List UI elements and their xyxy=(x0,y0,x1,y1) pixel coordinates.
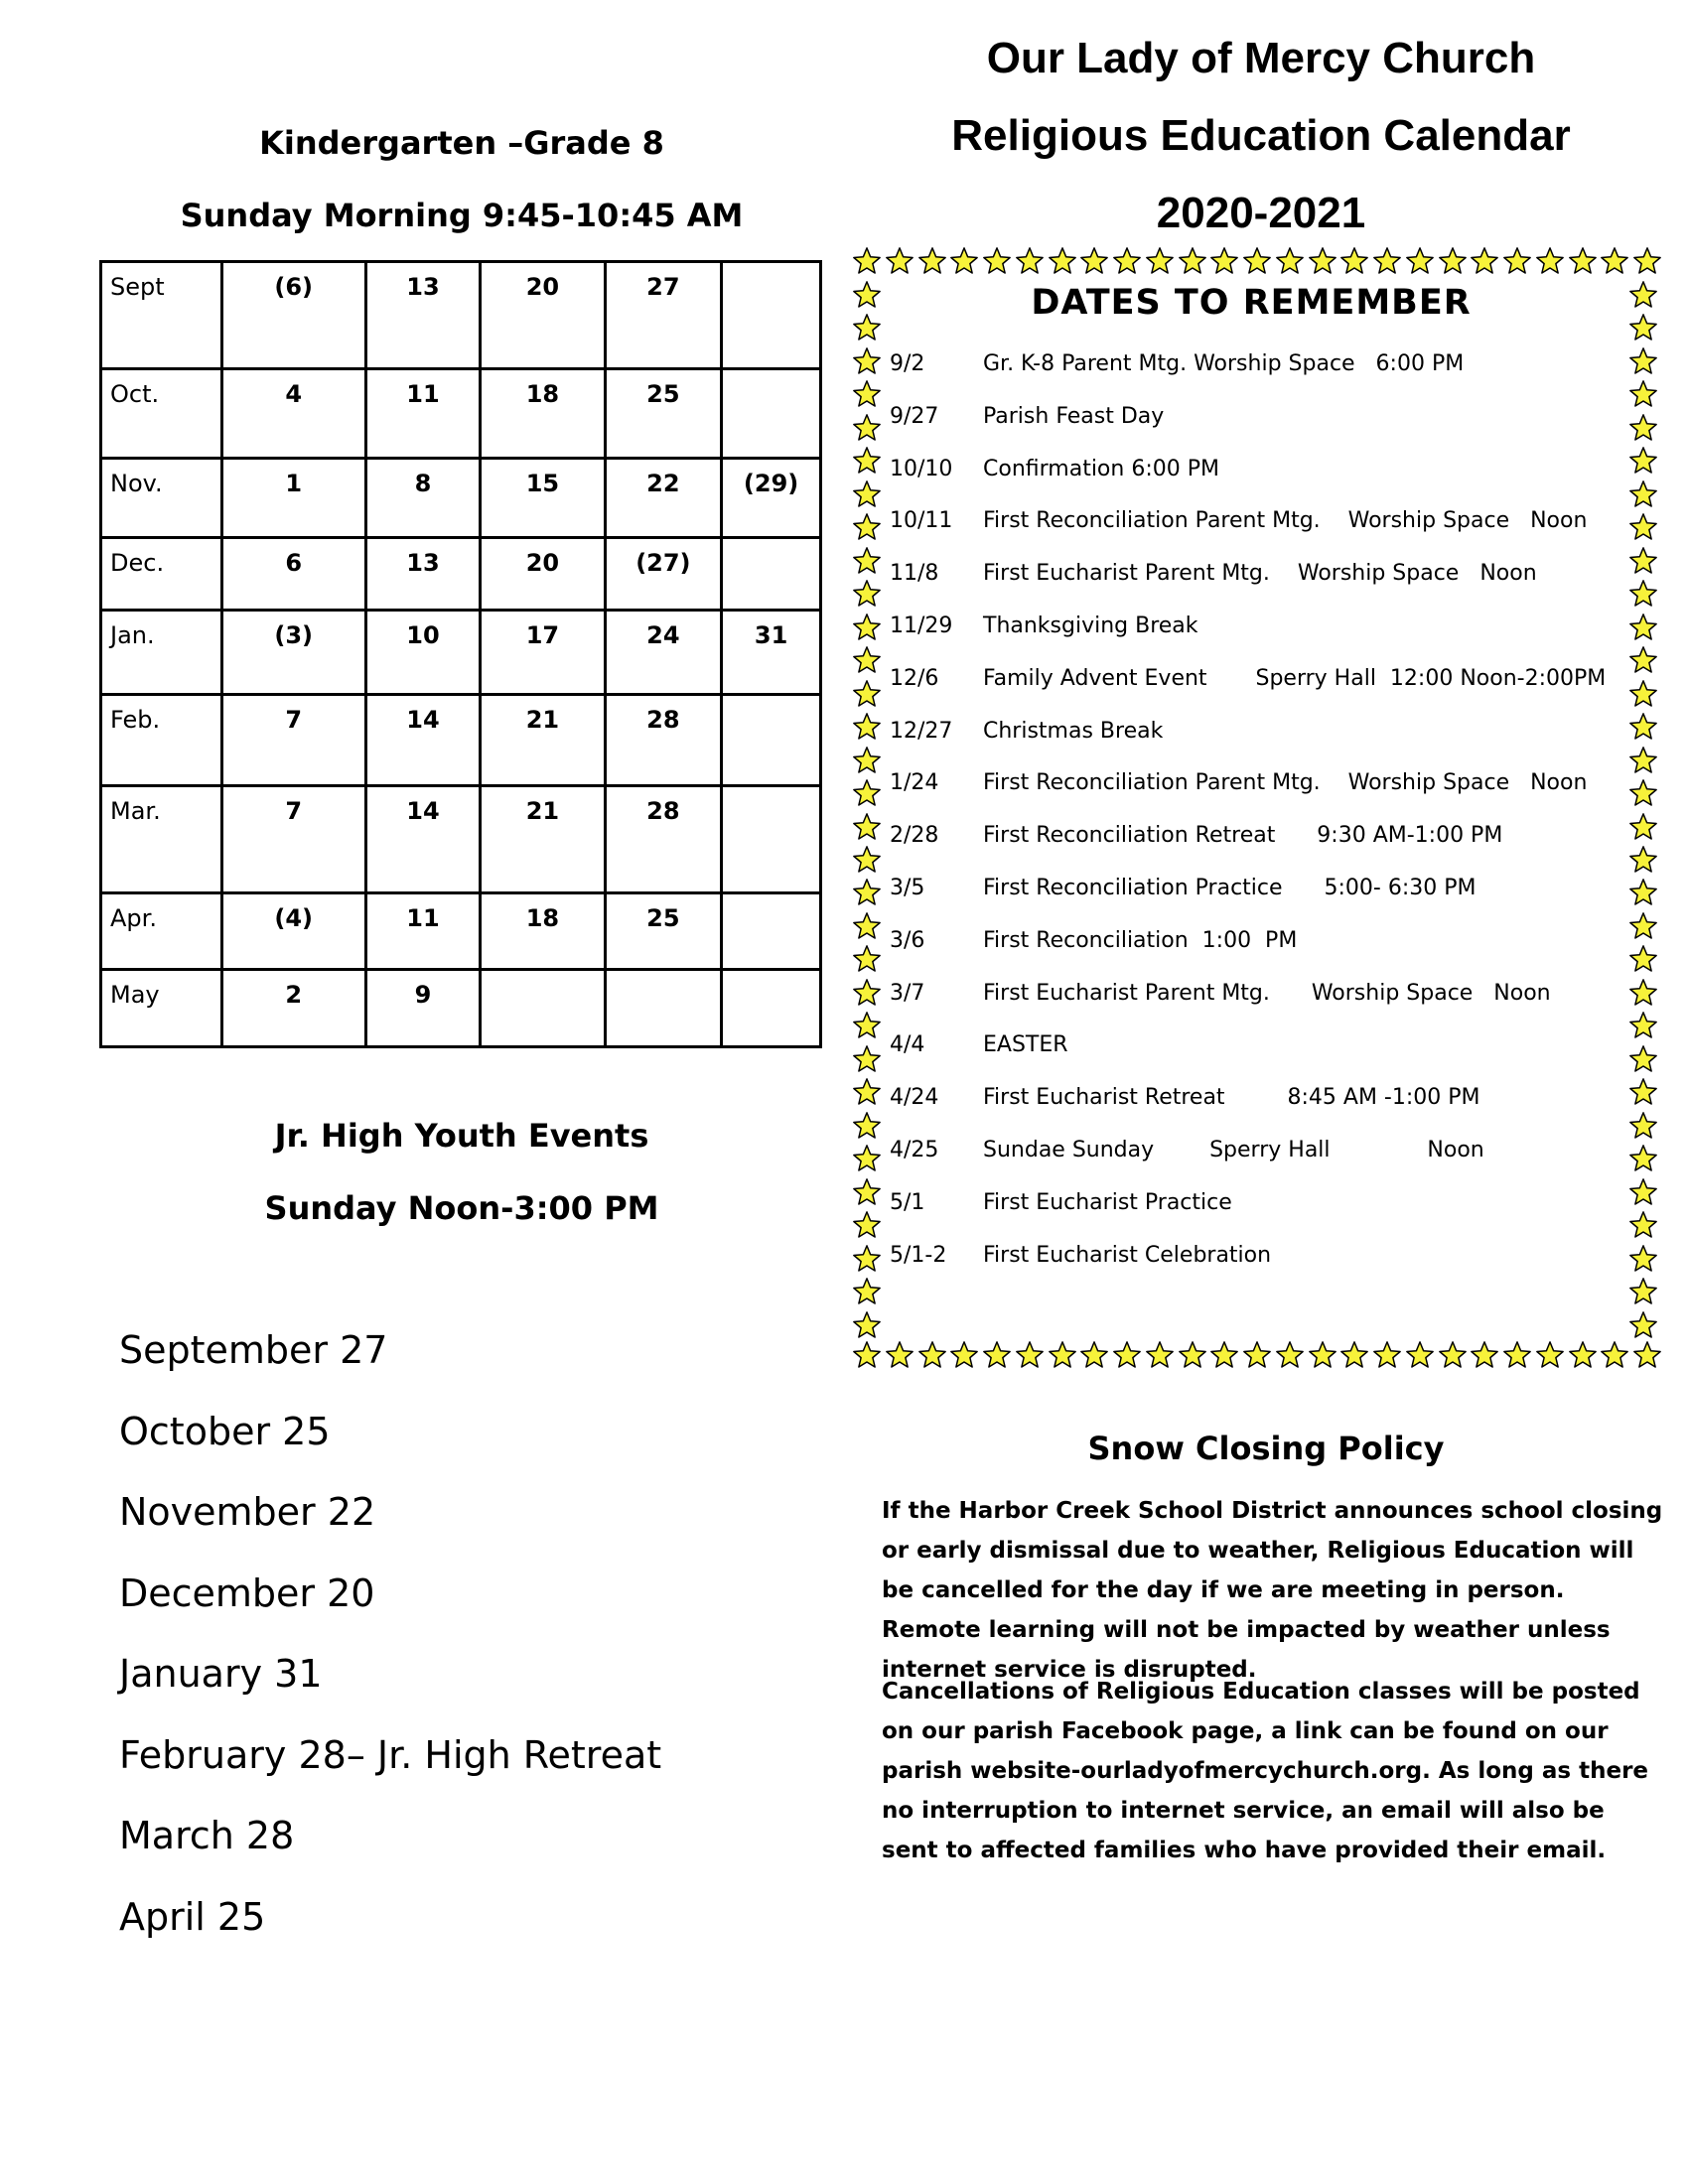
jr-high-date: March 28 xyxy=(119,1814,295,1857)
calendar-day xyxy=(722,369,821,459)
star-icon xyxy=(852,246,882,280)
star-icon xyxy=(1600,1340,1629,1374)
event-date: 11/8 xyxy=(890,561,939,587)
calendar-day: (29) xyxy=(722,459,821,538)
calendar-month: May xyxy=(101,970,222,1047)
star-icon xyxy=(852,746,886,775)
star-icon xyxy=(852,379,886,409)
event-item xyxy=(890,758,1624,811)
star-icon xyxy=(1632,1340,1662,1374)
event-description: Family Advent Event Sperry Hall 12:00 Noon-2:00PM xyxy=(983,665,1607,691)
star-icon xyxy=(1628,1210,1662,1240)
calendar-day xyxy=(605,970,722,1047)
star-icon xyxy=(1405,1340,1435,1374)
event-date: 3/6 xyxy=(890,927,925,953)
event-description: Thanksgiving Break xyxy=(983,613,1198,638)
star-icon xyxy=(1628,746,1662,775)
calendar-row xyxy=(101,893,821,970)
calendar-day: 28 xyxy=(605,695,722,786)
calendar-day xyxy=(722,538,821,611)
calendar-day xyxy=(722,786,821,893)
star-icon xyxy=(852,413,886,443)
jr-high-date: November 22 xyxy=(119,1490,376,1534)
event-item xyxy=(890,496,1624,549)
calendar-day: 6 xyxy=(221,538,365,611)
calendar-day: 15 xyxy=(481,459,605,538)
star-icon xyxy=(1015,1340,1045,1374)
event-date: 1/24 xyxy=(890,770,939,796)
event-date: 3/7 xyxy=(890,980,925,1006)
event-date: 10/10 xyxy=(890,456,953,481)
star-icon xyxy=(852,1277,886,1306)
kindergarten-heading: Kindergarten –Grade 8 xyxy=(259,124,664,162)
calendar-row xyxy=(101,611,821,695)
star-icon xyxy=(852,1144,886,1173)
star-icon xyxy=(1628,1310,1662,1340)
star-icon xyxy=(1628,1011,1662,1040)
star-icon xyxy=(1628,679,1662,709)
calendar-row xyxy=(101,369,821,459)
star-icon xyxy=(1628,812,1662,842)
star-border-bottom xyxy=(852,1340,1662,1374)
calendar-row xyxy=(101,459,821,538)
event-item xyxy=(890,549,1624,602)
star-icon xyxy=(1628,1044,1662,1074)
event-description: Christmas Break xyxy=(983,718,1164,744)
kindergarten-calendar-table xyxy=(99,260,822,1048)
jr-high-heading: Jr. High Youth Events xyxy=(274,1117,649,1155)
calendar-day: 25 xyxy=(605,369,722,459)
star-icon xyxy=(1535,246,1565,280)
calendar-day xyxy=(722,262,821,369)
star-icon xyxy=(1600,246,1629,280)
school-year: 2020-2021 xyxy=(1156,189,1366,237)
star-icon xyxy=(885,1340,914,1374)
calendar-day: 13 xyxy=(365,538,480,611)
star-icon xyxy=(1628,944,1662,974)
event-date: 4/4 xyxy=(890,1032,925,1058)
calendar-day: 13 xyxy=(365,262,480,369)
calendar-day: 14 xyxy=(365,786,480,893)
calendar-day: 14 xyxy=(365,695,480,786)
star-icon xyxy=(1628,280,1662,310)
jr-high-date: December 20 xyxy=(119,1570,375,1615)
event-item xyxy=(890,1073,1624,1126)
event-item xyxy=(890,1126,1624,1178)
event-description: First Eucharist Parent Mtg. Worship Space Noon xyxy=(983,980,1551,1006)
star-icon xyxy=(949,1340,979,1374)
calendar-row xyxy=(101,695,821,786)
star-icon xyxy=(1628,546,1662,576)
calendar-day: 9 xyxy=(365,970,480,1047)
star-icon xyxy=(1628,446,1662,476)
snow-policy-paragraph-1: If the Harbor Creek School District announces school closing or early dismissal due to weather, Religious Education will be cancelled for the day if we are meeting in person. Remote learning will not be impacted by weather unless internet service is disrupted. xyxy=(882,1498,1663,1683)
calendar-day: 18 xyxy=(481,369,605,459)
event-item xyxy=(890,392,1624,445)
calendar-day: 11 xyxy=(365,893,480,970)
star-icon xyxy=(885,246,914,280)
star-icon xyxy=(1628,1077,1662,1107)
dates-to-remember-list xyxy=(890,340,1624,1283)
event-item xyxy=(890,1021,1624,1073)
event-item xyxy=(890,707,1624,759)
star-icon xyxy=(1275,1340,1305,1374)
event-description: Gr. K-8 Parent Mtg. Worship Space 6:00 PM xyxy=(983,351,1465,376)
calendar-month: Jan. xyxy=(101,611,222,695)
event-date: 4/24 xyxy=(890,1085,939,1111)
star-icon xyxy=(1470,246,1499,280)
event-description: EASTER xyxy=(983,1032,1068,1058)
calendar-day: 11 xyxy=(365,369,480,459)
star-icon xyxy=(1568,1340,1598,1374)
calendar-title: Religious Education Calendar xyxy=(951,111,1571,160)
calendar-row xyxy=(101,262,821,369)
star-icon xyxy=(852,579,886,609)
calendar-day xyxy=(481,970,605,1047)
star-icon xyxy=(1015,246,1045,280)
event-description: First Eucharist Parent Mtg. Worship Space Noon xyxy=(983,561,1537,587)
star-icon xyxy=(1628,479,1662,509)
dates-to-remember-title: DATES TO REMEMBER xyxy=(1031,283,1472,323)
event-date: 4/25 xyxy=(890,1137,939,1162)
calendar-row xyxy=(101,786,821,893)
star-icon xyxy=(1308,1340,1337,1374)
calendar-day: 31 xyxy=(722,611,821,695)
star-icon xyxy=(1628,778,1662,808)
star-icon xyxy=(1048,246,1077,280)
event-date: 2/28 xyxy=(890,823,939,849)
star-icon xyxy=(852,479,886,509)
star-icon xyxy=(1372,1340,1402,1374)
star-icon xyxy=(852,911,886,941)
star-icon xyxy=(1628,512,1662,542)
event-date: 12/27 xyxy=(890,718,953,744)
star-icon xyxy=(1438,246,1468,280)
kindergarten-schedule: Sunday Morning 9:45-10:45 AM xyxy=(180,197,744,234)
star-icon xyxy=(1079,246,1109,280)
star-icon xyxy=(1242,246,1272,280)
calendar-month: Mar. xyxy=(101,786,222,893)
calendar-day: 18 xyxy=(481,893,605,970)
calendar-day: 22 xyxy=(605,459,722,538)
star-icon xyxy=(852,878,886,907)
star-icon xyxy=(852,512,886,542)
star-icon xyxy=(1178,246,1207,280)
star-icon xyxy=(852,712,886,742)
calendar-month: Oct. xyxy=(101,369,222,459)
star-icon xyxy=(1628,1177,1662,1207)
event-date: 5/1-2 xyxy=(890,1242,947,1268)
snow-policy-paragraph-2: Cancellations of Religious Education classes will be posted on our parish Facebook page, a link can be found on our parish website-ourladyofmercychurch.org. As long as there no interruption to internet service, an email will also be sent to affected families who have provided their email. xyxy=(882,1679,1649,1863)
calendar-day: 17 xyxy=(481,611,605,695)
star-icon xyxy=(1628,1244,1662,1274)
star-icon xyxy=(982,246,1012,280)
calendar-day: 1 xyxy=(221,459,365,538)
calendar-day xyxy=(722,970,821,1047)
star-icon xyxy=(949,246,979,280)
star-border-left xyxy=(852,280,886,1340)
star-icon xyxy=(852,645,886,675)
event-description: First Reconciliation Parent Mtg. Worship Space Noon xyxy=(983,770,1588,796)
star-icon xyxy=(1568,246,1598,280)
event-description: Parish Feast Day xyxy=(983,403,1165,429)
jr-high-date: April 25 xyxy=(119,1894,266,1939)
event-date: 12/6 xyxy=(890,665,939,691)
calendar-month: Nov. xyxy=(101,459,222,538)
star-icon xyxy=(852,944,886,974)
jr-high-date: January 31 xyxy=(119,1652,323,1696)
calendar-day xyxy=(722,695,821,786)
star-icon xyxy=(917,1340,947,1374)
star-icon xyxy=(1372,246,1402,280)
event-description: First Reconciliation Practice 5:00- 6:30 PM xyxy=(983,875,1477,900)
calendar-month: Feb. xyxy=(101,695,222,786)
calendar-day: (27) xyxy=(605,538,722,611)
star-border-right xyxy=(1628,280,1662,1340)
calendar-row xyxy=(101,538,821,611)
calendar-day: 8 xyxy=(365,459,480,538)
jr-high-date: February 28– Jr. High Retreat xyxy=(119,1732,662,1777)
event-date: 3/5 xyxy=(890,875,925,900)
star-icon xyxy=(1405,246,1435,280)
event-description: First Eucharist Retreat 8:45 AM -1:00 PM xyxy=(983,1085,1480,1111)
star-icon xyxy=(1112,246,1142,280)
star-icon xyxy=(1628,613,1662,642)
star-icon xyxy=(1628,346,1662,376)
star-icon xyxy=(1628,712,1662,742)
event-item xyxy=(890,916,1624,969)
star-icon xyxy=(1145,1340,1175,1374)
star-icon xyxy=(852,446,886,476)
star-icon xyxy=(852,1177,886,1207)
calendar-day: (6) xyxy=(221,262,365,369)
jr-high-schedule: Sunday Noon-3:00 PM xyxy=(264,1189,659,1227)
star-border-top xyxy=(852,246,1662,280)
star-icon xyxy=(1628,413,1662,443)
calendar-day: 7 xyxy=(221,695,365,786)
star-icon xyxy=(1209,1340,1239,1374)
event-description: First Reconciliation 1:00 PM xyxy=(983,927,1298,953)
calendar-month: Sept xyxy=(101,262,222,369)
jr-high-date-list xyxy=(119,1320,814,1968)
event-item xyxy=(890,969,1624,1022)
calendar-day: 20 xyxy=(481,538,605,611)
star-icon xyxy=(1145,246,1175,280)
event-item xyxy=(890,602,1624,654)
calendar-day: 7 xyxy=(221,786,365,893)
calendar-day: 21 xyxy=(481,695,605,786)
event-item xyxy=(890,1231,1624,1284)
event-date: 10/11 xyxy=(890,508,953,534)
star-icon xyxy=(1628,978,1662,1008)
calendar-month: Dec. xyxy=(101,538,222,611)
calendar-day: (4) xyxy=(221,893,365,970)
jr-high-date: October 25 xyxy=(119,1409,331,1453)
star-icon xyxy=(1628,579,1662,609)
event-description: First Reconciliation Parent Mtg. Worship Space Noon xyxy=(983,508,1588,534)
event-description: Confirmation 6:00 PM xyxy=(983,456,1219,481)
star-icon xyxy=(852,679,886,709)
event-date: 9/27 xyxy=(890,403,939,429)
event-description: First Eucharist Celebration xyxy=(983,1242,1272,1268)
star-icon xyxy=(852,1210,886,1240)
calendar-day: 28 xyxy=(605,786,722,893)
calendar-day: 4 xyxy=(221,369,365,459)
star-icon xyxy=(1470,1340,1499,1374)
star-icon xyxy=(1632,246,1662,280)
snow-policy-title: Snow Closing Policy xyxy=(1087,1430,1445,1467)
star-icon xyxy=(1339,246,1369,280)
star-icon xyxy=(1438,1340,1468,1374)
jr-high-date: September 27 xyxy=(119,1328,388,1372)
event-item xyxy=(890,340,1624,392)
event-description: First Reconciliation Retreat 9:30 AM-1:00 PM xyxy=(983,823,1503,849)
star-icon xyxy=(982,1340,1012,1374)
calendar-day: 27 xyxy=(605,262,722,369)
star-icon xyxy=(1502,1340,1532,1374)
star-icon xyxy=(917,246,947,280)
calendar-day: 20 xyxy=(481,262,605,369)
star-icon xyxy=(1628,911,1662,941)
star-icon xyxy=(1242,1340,1272,1374)
event-item xyxy=(890,1178,1624,1231)
star-icon xyxy=(852,1011,886,1040)
calendar-row xyxy=(101,970,821,1047)
star-icon xyxy=(852,978,886,1008)
calendar-day: (3) xyxy=(221,611,365,695)
event-item xyxy=(890,445,1624,497)
star-icon xyxy=(1628,313,1662,342)
star-icon xyxy=(1628,845,1662,875)
star-icon xyxy=(852,1077,886,1107)
calendar-day: 10 xyxy=(365,611,480,695)
calendar-day: 25 xyxy=(605,893,722,970)
star-icon xyxy=(1628,878,1662,907)
star-icon xyxy=(852,812,886,842)
star-icon xyxy=(1628,379,1662,409)
event-item xyxy=(890,864,1624,916)
star-icon xyxy=(1209,246,1239,280)
star-icon xyxy=(1535,1340,1565,1374)
event-date: 5/1 xyxy=(890,1189,925,1215)
star-icon xyxy=(1178,1340,1207,1374)
star-icon xyxy=(1048,1340,1077,1374)
star-icon xyxy=(1308,246,1337,280)
star-icon xyxy=(852,346,886,376)
event-date: 11/29 xyxy=(890,613,953,638)
star-icon xyxy=(852,546,886,576)
star-icon xyxy=(1275,246,1305,280)
star-icon xyxy=(1628,1144,1662,1173)
star-icon xyxy=(1628,1277,1662,1306)
star-icon xyxy=(852,778,886,808)
calendar-day: 24 xyxy=(605,611,722,695)
star-icon xyxy=(852,1340,882,1374)
star-icon xyxy=(1628,1111,1662,1141)
star-icon xyxy=(852,1244,886,1274)
star-icon xyxy=(852,845,886,875)
star-icon xyxy=(1079,1340,1109,1374)
event-date: 9/2 xyxy=(890,351,925,376)
star-icon xyxy=(852,1310,886,1340)
event-item xyxy=(890,654,1624,707)
star-icon xyxy=(852,1111,886,1141)
star-icon xyxy=(1112,1340,1142,1374)
calendar-month: Apr. xyxy=(101,893,222,970)
calendar-day: 21 xyxy=(481,786,605,893)
calendar-day: 2 xyxy=(221,970,365,1047)
church-title: Our Lady of Mercy Church xyxy=(986,34,1536,82)
event-description: Sundae Sunday Sperry Hall Noon xyxy=(983,1137,1484,1162)
star-icon xyxy=(852,1044,886,1074)
event-description: First Eucharist Practice xyxy=(983,1189,1232,1215)
star-icon xyxy=(1628,645,1662,675)
event-item xyxy=(890,811,1624,864)
star-icon xyxy=(852,613,886,642)
star-icon xyxy=(1502,246,1532,280)
calendar-day xyxy=(722,893,821,970)
star-icon xyxy=(1339,1340,1369,1374)
